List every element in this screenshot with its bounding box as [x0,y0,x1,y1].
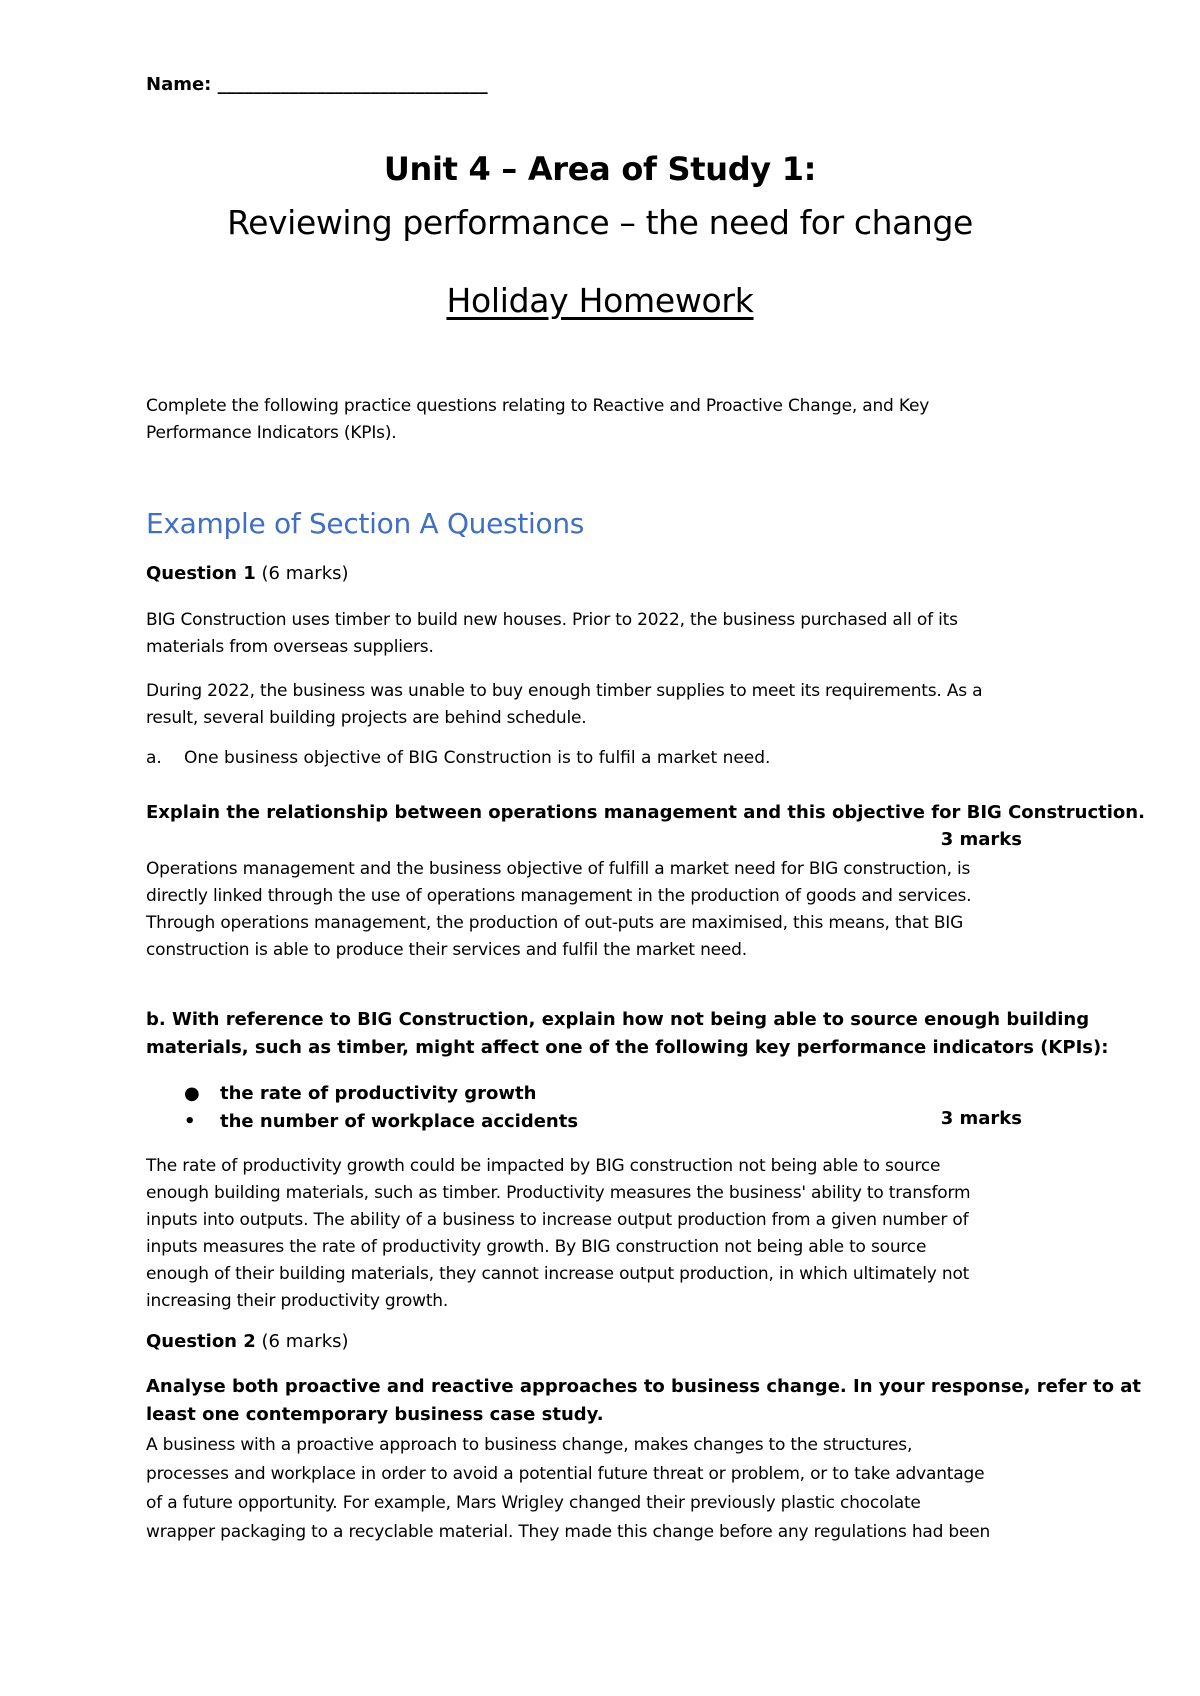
q1-part-b-prompt-line-2: materials, such as timber, might affect one of the following key performance indicators (KPIs): [146,1037,1109,1058]
q1-part-a-answer-line-1: Operations management and the business objective of fulfill a market need for BIG construction, is [146,859,971,879]
q1-part-a-prompt: Explain the relationship between operations management and this objective for BIG Construction. [146,802,1145,823]
q1-part-b-answer-line-3: inputs into outputs. The ability of a business to increase output production from a given number of [146,1210,969,1230]
kpi-bullet-list [146,1080,578,1136]
question-1-marks: (6 marks) [261,563,349,584]
title-subtitle: Reviewing performance – the need for change [227,203,973,242]
q1-part-a-marks: 3 marks [940,829,1022,850]
kpi-bullet-text: the rate of productivity growth [220,1083,537,1104]
q1-part-a-letter: a. [146,748,162,768]
kpi-bullet-item [146,1108,578,1136]
kpi-bullet-item [146,1080,578,1108]
q1-para1-line-1: BIG Construction uses timber to build new houses. Prior to 2022, the business purchased all of its [146,610,958,630]
bullet-icon: ● [184,1083,200,1104]
intro-line-1: Complete the following practice questions relating to Reactive and Proactive Change, and Key [146,396,930,416]
q2-answer-line-3: of a future opportunity. For example, Mars Wrigley changed their previously plastic chocolate [146,1493,921,1513]
q2-answer-line-1: A business with a proactive approach to business change, makes changes to the structures, [146,1435,913,1455]
q1-part-b-marks: 3 marks [940,1108,1022,1129]
section-heading: Example of Section A Questions [146,507,585,540]
bullet-icon: • [184,1111,196,1132]
q1-part-b-answer-line-2: enough building materials, such as timber. Productivity measures the business' ability to transform [146,1183,971,1203]
q1-part-a-answer-line-4: construction is able to produce their services and fulfil the market need. [146,940,747,960]
q1-part-a-answer-line-2: directly linked through the use of operations management in the production of goods and services. [146,886,972,906]
q1-part-a-text: One business objective of BIG Construction is to fulfil a market need. [184,748,771,768]
question-1-heading [146,563,349,584]
question-2-heading [146,1331,349,1352]
q2-answer-line-4: wrapper packaging to a recyclable material. They made this change before any regulations had been [146,1522,991,1542]
q1-part-a-answer-line-3: Through operations management, the production of out-puts are maximised, this means, that BIG [146,913,964,933]
q1-para2-line-1: During 2022, the business was unable to buy enough timber supplies to meet its requirements. As a [146,681,983,701]
title-holiday-homework: Holiday Homework [446,281,754,320]
q2-prompt-line-1: Analyse both proactive and reactive approaches to business change. In your response, refer to at [146,1376,1141,1397]
q1-para1-line-2: materials from overseas suppliers. [146,637,434,657]
name-field-label: Name: ______________________________ [146,74,488,95]
question-2-label: Question 2 [146,1331,256,1352]
intro-line-2: Performance Indicators (KPIs). [146,423,397,443]
q2-answer-line-2: processes and workplace in order to avoid a potential future threat or problem, or to take advantage [146,1464,985,1484]
question-1-label: Question 1 [146,563,256,584]
q1-part-a [146,748,770,768]
q1-part-b-answer-line-6: increasing their productivity growth. [146,1291,449,1311]
q1-part-b-answer-line-1: The rate of productivity growth could be impacted by BIG construction not being able to source [146,1156,941,1176]
q1-part-b-answer-line-4: inputs measures the rate of productivity growth. By BIG construction not being able to source [146,1237,927,1257]
q1-para2-line-2: result, several building projects are behind schedule. [146,708,587,728]
q1-part-b-prompt-line-1: b. With reference to BIG Construction, explain how not being able to source enough building [146,1009,1090,1030]
title-unit: Unit 4 – Area of Study 1: [383,150,817,188]
question-2-marks: (6 marks) [261,1331,349,1352]
q1-part-b-answer-line-5: enough of their building materials, they cannot increase output production, in which ultimately not [146,1264,970,1284]
q2-prompt-line-2: least one contemporary business case study. [146,1404,604,1425]
kpi-bullet-text: the number of workplace accidents [220,1111,579,1132]
